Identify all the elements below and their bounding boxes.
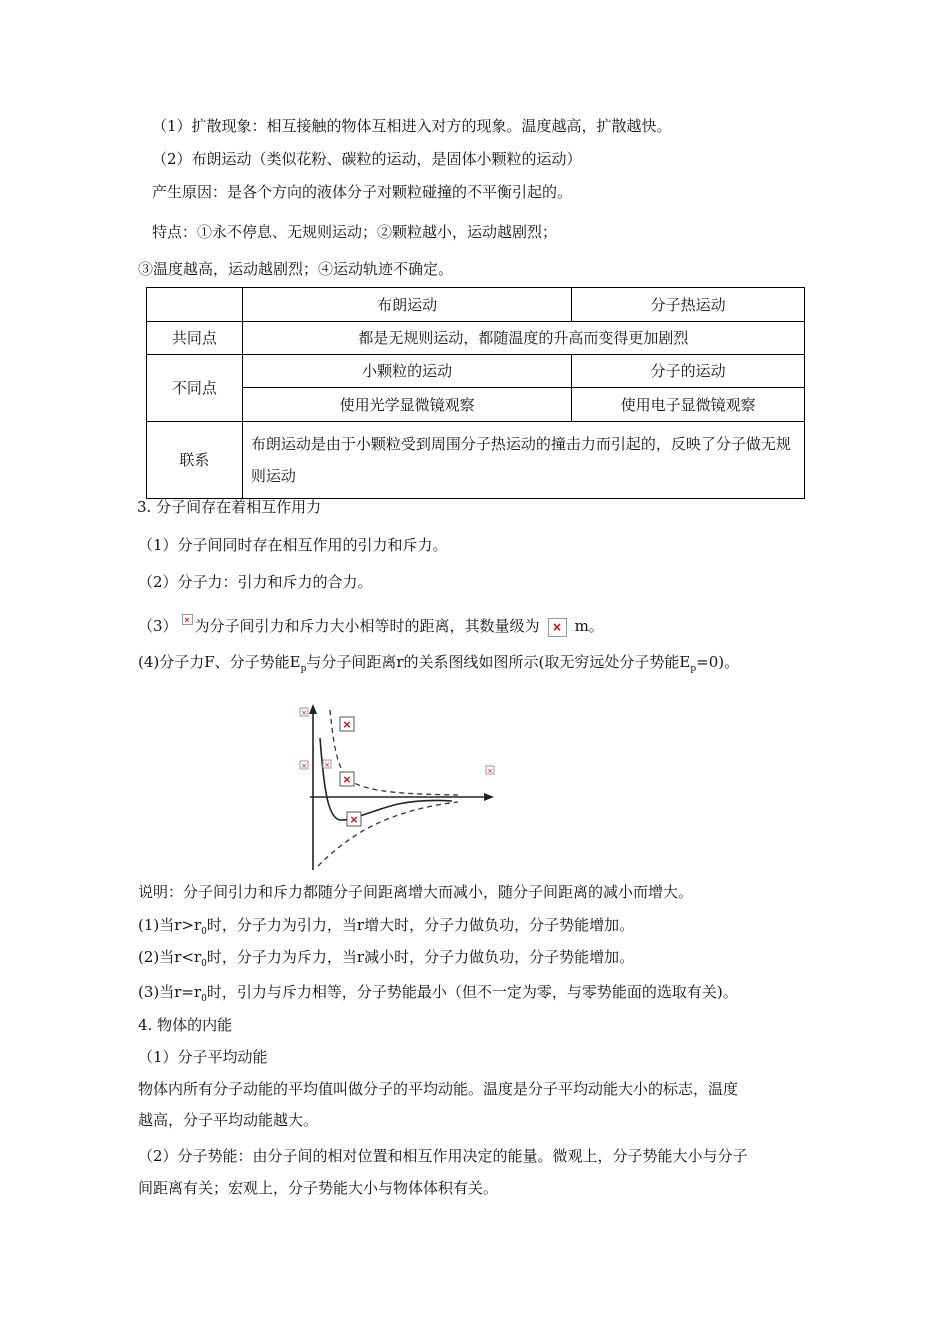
broken-image-icon [486, 766, 494, 775]
svg-text:×: × [301, 762, 307, 770]
attraction-curve [318, 802, 458, 866]
table-header-brownian: 布朗运动 [242, 288, 571, 322]
link-text: 布朗运动是由于小颗粒受到周围分子热运动的撞击力而引起的，反映了分子做无规则运动 [242, 422, 804, 499]
case-3-text [138, 982, 738, 1009]
broken-image-icon [340, 772, 354, 786]
svg-text:×: × [301, 709, 307, 717]
svg-text:×: × [342, 773, 352, 786]
section3-item-2: （2）分子力：引力和斥力的合力。 [138, 573, 373, 591]
subscript: 0 [201, 959, 207, 969]
svg-text:×: × [342, 718, 352, 731]
comparison-table [146, 287, 805, 499]
broken-image-icon [300, 708, 308, 717]
difference-cell: 小颗粒的运动 [242, 355, 571, 388]
section3-item-3-suffix: m。 [574, 617, 604, 635]
subscript: p [300, 664, 307, 674]
table-row [147, 388, 805, 422]
svg-text:×: × [487, 767, 493, 775]
broken-image-icon [347, 812, 361, 826]
broken-image-icon [340, 717, 354, 731]
section3-item-4-a: (4)分子力F、分子势能E [138, 653, 301, 671]
subscript: p [690, 664, 697, 674]
diffusion-text: （1）扩散现象：相互接触的物体互相进入对方的现象。温度越高，扩散越快。 [152, 117, 672, 135]
subscript: 0 [201, 927, 207, 937]
features-text-2: ③温度越高，运动越剧烈；④运动轨迹不确定。 [138, 260, 454, 278]
table-row [147, 355, 805, 388]
common-label: 共同点 [147, 322, 243, 355]
section3-item-1: （1）分子间同时存在相互作用的引力和斥力。 [138, 536, 448, 554]
section3-title: 3. 分子间存在着相互作用力 [137, 498, 322, 516]
section4-title: 4. 物体的内能 [138, 1016, 233, 1034]
difference-cell: 使用电子显微镜观察 [572, 388, 805, 422]
broken-image-icon [323, 760, 331, 769]
table-row [147, 288, 805, 322]
section3-item-3-prefix: （3） [138, 617, 178, 635]
section4-text-1a: 物体内所有分子动能的平均值叫做分子的平均动能。温度是分子平均动能大小的标志，温度 [138, 1080, 739, 1098]
subscript: 0 [201, 994, 207, 1004]
section3-item-3 [138, 614, 604, 637]
section4-text-2a: （2）分子势能：由分子间的相对位置和相互作用决定的能量。微观上，分子势能大小与分子 [138, 1147, 748, 1165]
broken-image-icon [300, 761, 308, 770]
section4-text-2b: 间距离有关；宏观上，分子势能大小与物体体积有关。 [138, 1179, 499, 1197]
section4-subtitle-1: （1）分子平均动能 [138, 1048, 268, 1066]
svg-text:×: × [349, 813, 359, 826]
case-3-b: 时，引力与斥力相等，分子势能最小（但不一定为零，与零势能面的选取有关)。 [206, 983, 738, 1001]
case-2-b: 时，分子力为斥力，当r减小时，分子力做负功，分子势能增加。 [206, 948, 635, 966]
features-text-1: 特点：①永不停息、无规则运动；②颗粒越小，运动越剧烈； [152, 223, 558, 241]
link-label: 联系 [147, 422, 243, 499]
section4-text-1b: 越高，分子平均动能越大。 [138, 1111, 319, 1129]
table-cell [147, 288, 243, 322]
case-1-b: 时，分子力为引力，当r增大时，分子力做负功，分子势能增加。 [206, 916, 635, 934]
broken-image-icon: × [182, 614, 193, 625]
case-2-a: (2)当r<r [138, 948, 202, 966]
table-header-thermal: 分子热运动 [572, 288, 805, 322]
broken-image-icon: × [548, 618, 567, 637]
difference-cell: 分子的运动 [572, 355, 805, 388]
case-2-text [138, 947, 634, 974]
case-1-text [138, 915, 634, 942]
section3-item-4-c: =0)。 [696, 653, 740, 671]
y-axis-arrow [309, 704, 317, 714]
common-text: 都是无规则运动，都随温度的升高而变得更加剧烈 [242, 322, 804, 355]
force-energy-graph [290, 700, 510, 872]
explanation-text: 说明：分子间引力和斥力都随分子间距离增大而减小，随分子间距离的减小而增大。 [138, 883, 694, 901]
section3-item-4 [138, 652, 739, 679]
cause-text: 产生原因：是各个方向的液体分子对颗粒碰撞的不平衡引起的。 [152, 183, 573, 201]
svg-text:×: × [324, 761, 330, 769]
section3-item-4-b: 与分子间距离r的关系图线如图所示(取无穷远处分子势能E [306, 653, 691, 671]
table-row [147, 422, 805, 499]
case-1-a: (1)当r>r [138, 916, 202, 934]
brownian-text: （2）布朗运动（类似花粉、碳粒的运动，是固体小颗粒的运动） [152, 150, 582, 168]
difference-cell: 使用光学显微镜观察 [242, 388, 571, 422]
case-3-a: (3)当r=r [138, 983, 202, 1001]
table-row [147, 322, 805, 355]
x-axis-arrow [484, 793, 494, 801]
difference-label: 不同点 [147, 355, 243, 422]
section3-item-3-mid: 为分子间引力和斥力大小相等时的距离，其数量级为 [194, 617, 540, 635]
